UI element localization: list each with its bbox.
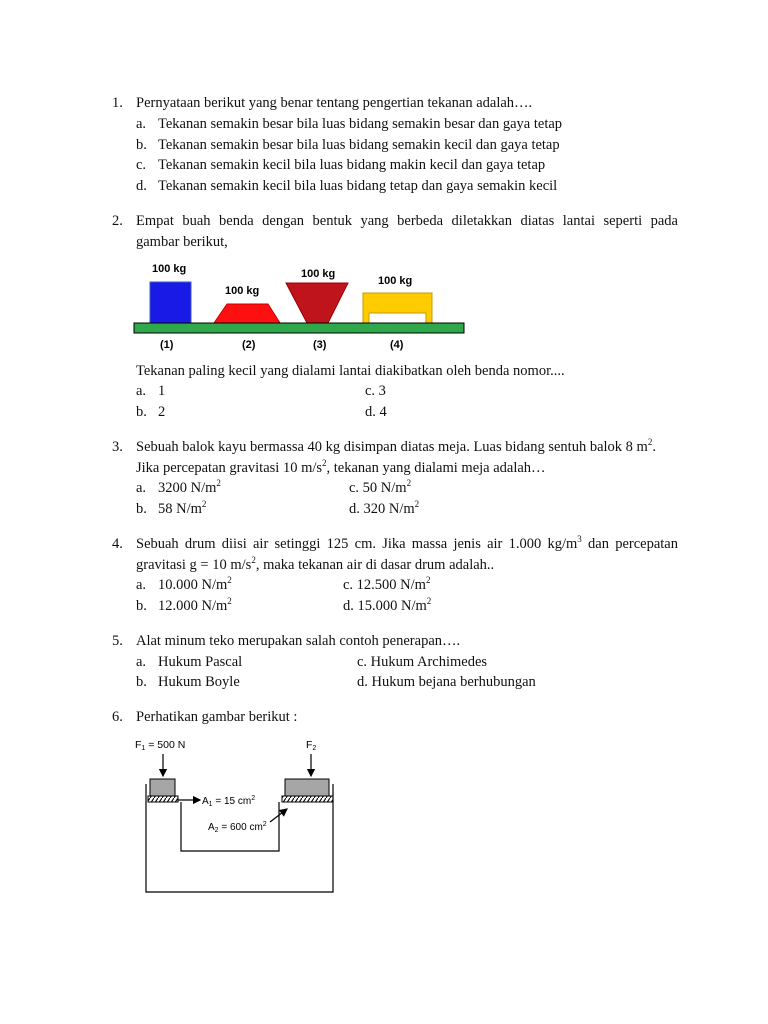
q2-option-b-letter: b.: [136, 404, 147, 420]
q2-text-line1: Empat buah benda dengan bentuk yang berbeda diletakkan diatas lantai seperti pada: [136, 213, 678, 229]
q2-option-d: d. 4: [365, 404, 387, 420]
q5-option-d: d. Hukum bejana berhubungan: [357, 674, 536, 690]
q4-number: 4.: [112, 536, 123, 552]
q3-number: 3.: [112, 439, 123, 455]
mass-label-2: 100 kg: [225, 285, 260, 297]
q5-option-b: Hukum Boyle: [158, 674, 240, 690]
q1-option-b-letter: b.: [136, 137, 147, 153]
object-label-4: (4): [390, 339, 404, 351]
q1-text: Pernyataan berikut yang benar tentang pengertian tekanan adalah….: [136, 95, 533, 111]
object-label-3: (3): [313, 339, 327, 351]
q4-text-line2: gravitasi g = 10 $m/s^2$, maka tekanan air di dasar drum adalah..: [136, 555, 495, 573]
mass-label-3: 100 kg: [301, 268, 336, 280]
q2-text-line2: gambar berikut,: [136, 234, 228, 250]
q3-text-line1: Sebuah balok kayu bermassa 40 kg disimpan diatas meja. Luas bidang sentuh balok 8 $m^2$.: [136, 437, 656, 455]
large-piston: [285, 779, 329, 796]
object-3-inverted-trapezoid: [286, 283, 348, 323]
mass-label-4: 100 kg: [378, 275, 413, 287]
q6-text: Perhatikan gambar berikut :: [136, 709, 298, 725]
q3-option-b-letter: b.: [136, 501, 147, 517]
object-4-yellow-table: [363, 293, 432, 323]
floor: [134, 323, 464, 333]
mass-label-1: 100 kg: [152, 263, 187, 275]
q4-option-c: c. 12.500 $N/m^2$: [343, 575, 431, 593]
q2-option-c: c. 3: [365, 383, 386, 399]
q1-option-d: Tekanan semakin kecil bila luas bidang tetap dan gaya semakin kecil: [158, 178, 558, 194]
q4-option-b-letter: b.: [136, 598, 147, 614]
q4-option-d: d. 15.000 $N/m^2$: [343, 596, 432, 614]
object-label-1: (1): [160, 339, 174, 351]
q1-option-a-letter: a.: [136, 116, 147, 132]
q3-option-a-letter: a.: [136, 480, 147, 496]
a2-label: $A_2 = 600$ $cm^2$: [208, 821, 267, 834]
object-1-blue-block: [150, 282, 191, 323]
q1-option-d-letter: d.: [136, 178, 147, 194]
q5-option-b-letter: b.: [136, 674, 147, 690]
q2-option-a-letter: a.: [136, 383, 147, 399]
object-label-2: (2): [242, 339, 256, 351]
small-piston: [150, 779, 175, 796]
q2-option-b: 2: [158, 404, 166, 420]
q5-option-a: Hukum Pascal: [158, 654, 243, 670]
q3-option-a: 3200 $N/m^2$: [158, 478, 221, 496]
object-2-red-trapezoid: [214, 304, 280, 323]
a1-label: $A_1 = 15$ $cm^2$: [202, 795, 256, 808]
q5-number: 5.: [112, 633, 123, 649]
f2-label: F2: [306, 739, 317, 752]
q1-option-c-letter: c.: [136, 157, 147, 173]
q4-text-line1: Sebuah drum diisi air setinggi 125 cm. Jika massa jenis air 1.000 $kg/m^3$ dan percepatan: [136, 534, 678, 552]
q3-option-b: 58 $N/m^2$: [158, 499, 207, 517]
q2-prompt: Tekanan paling kecil yang dialami lantai diakibatkan oleh benda nomor....: [136, 363, 565, 379]
q1-option-b: Tekanan semakin besar bila luas bidang semakin kecil dan gaya tetap: [158, 137, 560, 153]
large-piston-surface: [282, 796, 333, 802]
q5-option-c: c. Hukum Archimedes: [357, 654, 488, 670]
q3-option-c: c. 50 $N/m^2$: [349, 478, 412, 496]
q2-option-a: 1: [158, 383, 166, 399]
q1-option-a: Tekanan semakin besar bila luas bidang semakin besar dan gaya tetap: [158, 116, 563, 132]
q1-number: 1.: [112, 95, 123, 111]
small-piston-surface: [148, 796, 178, 802]
q4-option-a: 10.000 $N/m^2$: [158, 575, 232, 593]
f1-label: F1 = 500 N: [135, 739, 186, 752]
q3-text-line2: Jika percepatan gravitasi 10 $m/s^2$, tekanan yang dialami meja adalah…: [136, 458, 546, 476]
q4-option-a-letter: a.: [136, 577, 147, 593]
q5-text: Alat minum teko merupakan salah contoh penerapan….: [136, 633, 461, 649]
hydraulic-press-figure: [130, 732, 350, 900]
q5-option-a-letter: a.: [136, 654, 147, 670]
q3-option-d: d. 320 $N/m^2$: [349, 499, 420, 517]
q6-number: 6.: [112, 709, 123, 725]
q4-option-b: 12.000 $N/m^2$: [158, 596, 232, 614]
q1-option-c: Tekanan semakin kecil bila luas bidang makin kecil dan gaya tetap: [158, 157, 546, 173]
q2-number: 2.: [112, 213, 123, 229]
q2-objects-figure: [130, 260, 470, 352]
